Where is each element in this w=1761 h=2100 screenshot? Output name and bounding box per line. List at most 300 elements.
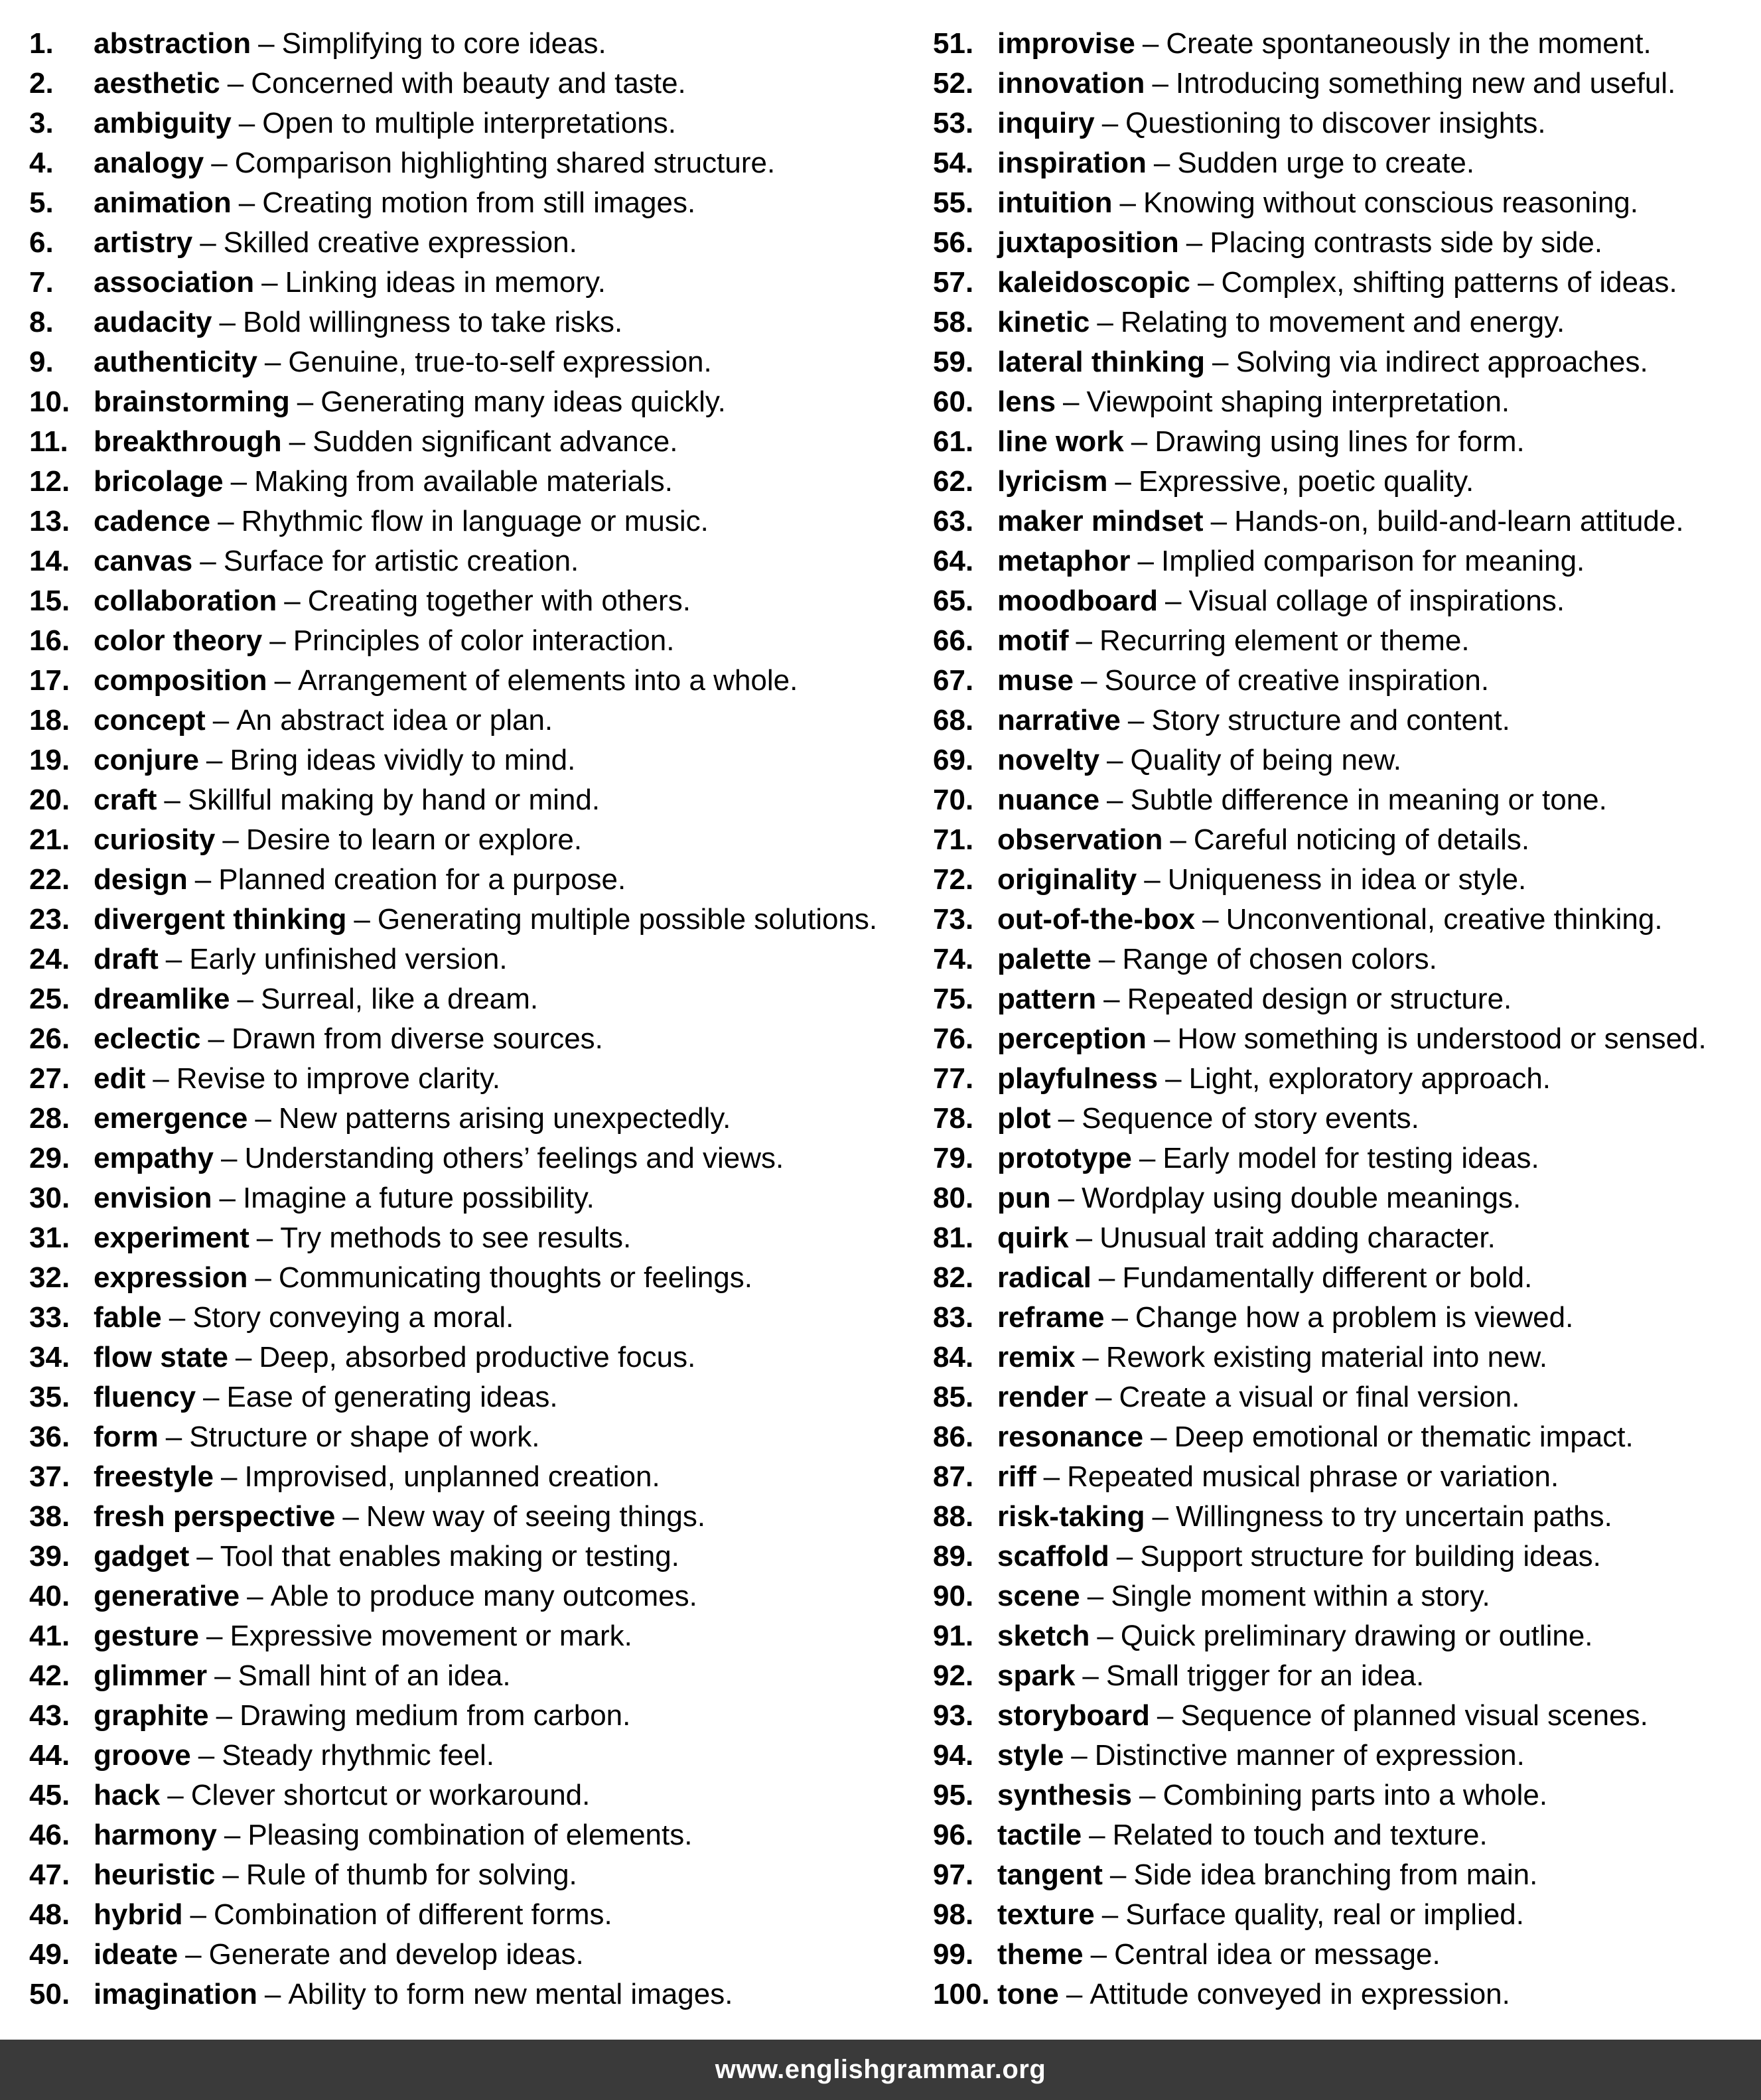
item-number: 85. — [933, 1381, 974, 1413]
item-definition: Complex, shifting patterns of ideas. — [1221, 266, 1677, 299]
list-item — [29, 1298, 892, 1338]
item-definition: Quality of being new. — [1130, 744, 1402, 776]
item-number: 75. — [933, 983, 974, 1015]
item-term: composition — [94, 664, 267, 697]
item-definition: Drawing medium from carbon. — [240, 1699, 631, 1732]
list-item — [933, 1497, 1756, 1537]
item-term: lens — [997, 385, 1056, 418]
item-definition: Ease of generating ideas. — [226, 1381, 558, 1413]
item-number: 53. — [933, 107, 974, 139]
item-term: inspiration — [997, 147, 1147, 179]
item-definition: Knowing without conscious reasoning. — [1143, 186, 1638, 219]
item-definition: Rework existing material into new. — [1105, 1341, 1548, 1373]
item-separator: – — [211, 147, 228, 179]
item-number: 60. — [933, 385, 974, 418]
item-number: 100. — [933, 1978, 990, 2010]
item-separator: – — [297, 385, 314, 418]
item-term: resonance — [997, 1421, 1144, 1453]
list-item — [29, 263, 892, 303]
item-term: theme — [997, 1938, 1084, 1971]
item-definition: Drawn from diverse sources. — [231, 1022, 603, 1055]
list-item — [933, 780, 1756, 820]
item-definition: Combining parts into a whole. — [1162, 1779, 1548, 1811]
item-separator: – — [227, 67, 244, 100]
item-definition: Fundamentally different or bold. — [1122, 1261, 1533, 1294]
list-item — [29, 462, 892, 502]
item-definition: Arrangement of elements into a whole. — [298, 664, 798, 697]
item-number: 27. — [29, 1062, 70, 1095]
list-item — [29, 64, 892, 104]
list-item — [933, 1178, 1756, 1218]
item-definition: Deep emotional or thematic impact. — [1174, 1421, 1634, 1453]
item-definition: An abstract idea or plan. — [236, 704, 553, 736]
list-item — [933, 661, 1756, 701]
item-number: 33. — [29, 1301, 70, 1334]
item-separator: – — [1095, 1381, 1112, 1413]
item-number: 62. — [933, 465, 974, 498]
list-item — [29, 780, 892, 820]
list-item — [29, 541, 892, 581]
list-item — [29, 1537, 892, 1576]
item-separator: – — [230, 465, 247, 498]
item-definition: Create spontaneously in the moment. — [1166, 27, 1652, 60]
item-definition: Structure or shape of work. — [189, 1421, 540, 1453]
item-definition: Recurring element or theme. — [1099, 624, 1470, 657]
item-term: breakthrough — [94, 425, 282, 458]
item-number: 58. — [933, 306, 974, 338]
item-number: 71. — [933, 823, 974, 856]
item-number: 95. — [933, 1779, 974, 1811]
item-term: curiosity — [94, 823, 216, 856]
item-definition: Related to touch and texture. — [1112, 1819, 1488, 1851]
item-number: 38. — [29, 1500, 70, 1533]
item-definition: Skilled creative expression. — [223, 226, 577, 259]
item-separator: – — [235, 1341, 252, 1373]
item-definition: Steady rhythmic feel. — [222, 1739, 495, 1772]
item-separator: – — [214, 1659, 231, 1692]
item-number: 34. — [29, 1341, 70, 1373]
list-item — [29, 1616, 892, 1656]
list-item — [933, 860, 1756, 900]
list-item — [933, 303, 1756, 342]
item-number: 35. — [29, 1381, 70, 1413]
list-item — [933, 581, 1756, 621]
item-definition: Planned creation for a purpose. — [218, 863, 626, 896]
item-number: 40. — [29, 1580, 70, 1612]
item-number: 7. — [29, 266, 54, 299]
item-separator: – — [1090, 1938, 1107, 1971]
item-definition: Wordplay using double meanings. — [1082, 1182, 1521, 1214]
item-separator: – — [194, 863, 212, 896]
list-item — [29, 979, 892, 1019]
item-separator: – — [1127, 704, 1145, 736]
item-definition: Central idea or message. — [1114, 1938, 1441, 1971]
item-definition: Bring ideas vividly to mind. — [230, 744, 576, 776]
item-number: 30. — [29, 1182, 70, 1214]
footer-banner — [0, 2040, 1761, 2100]
item-definition: Concerned with beauty and taste. — [251, 67, 686, 100]
item-term: style — [997, 1739, 1064, 1772]
item-number: 3. — [29, 107, 54, 139]
item-term: graphite — [94, 1699, 209, 1732]
list-item — [29, 1457, 892, 1497]
item-number: 74. — [933, 943, 974, 975]
item-term: juxtaposition — [997, 226, 1179, 259]
item-term: form — [94, 1421, 159, 1453]
item-number: 37. — [29, 1460, 70, 1493]
item-separator: – — [190, 1898, 206, 1931]
item-definition: Rhythmic flow in language or music. — [241, 505, 709, 537]
list-item — [933, 1537, 1756, 1576]
item-separator: – — [222, 1858, 239, 1891]
item-definition: Placing contrasts side by side. — [1210, 226, 1603, 259]
item-definition: Unconventional, creative thinking. — [1226, 903, 1663, 936]
item-definition: Generating many ideas quickly. — [320, 385, 726, 418]
list-item — [933, 223, 1756, 263]
item-number: 8. — [29, 306, 54, 338]
item-definition: Small trigger for an idea. — [1105, 1659, 1425, 1692]
item-definition: Early model for testing ideas. — [1162, 1142, 1539, 1174]
item-term: intuition — [997, 186, 1113, 219]
item-term: quirk — [997, 1222, 1069, 1254]
list-item — [933, 1975, 1756, 2014]
item-definition: Careful noticing of details. — [1193, 823, 1530, 856]
list-item — [29, 1099, 892, 1139]
list-item — [29, 1895, 892, 1935]
item-separator: – — [1087, 1580, 1104, 1612]
item-separator: – — [1111, 1301, 1128, 1334]
item-term: brainstorming — [94, 385, 290, 418]
item-term: authenticity — [94, 346, 257, 378]
list-item — [933, 1576, 1756, 1616]
item-number: 67. — [933, 664, 974, 697]
list-item — [29, 1059, 892, 1099]
item-definition: Expressive movement or mark. — [230, 1620, 632, 1652]
list-item — [933, 1377, 1756, 1417]
item-separator: – — [1082, 1341, 1099, 1373]
item-term: metaphor — [997, 545, 1131, 577]
item-number: 49. — [29, 1938, 70, 1971]
item-term: prototype — [997, 1142, 1132, 1174]
item-term: originality — [997, 863, 1137, 896]
item-number: 65. — [933, 585, 974, 617]
item-term: hybrid — [94, 1898, 183, 1931]
list-item — [29, 1497, 892, 1537]
item-number: 22. — [29, 863, 70, 896]
item-definition: Ability to form new mental images. — [288, 1978, 733, 2010]
list-item — [933, 979, 1756, 1019]
list-item — [29, 1019, 892, 1059]
item-term: groove — [94, 1739, 191, 1772]
item-term: edit — [94, 1062, 146, 1095]
item-number: 47. — [29, 1858, 70, 1891]
item-separator: – — [220, 1142, 238, 1174]
item-definition: New way of seeing things. — [366, 1500, 706, 1533]
left-column — [29, 24, 892, 2014]
item-definition: Imagine a future possibility. — [242, 1182, 595, 1214]
item-number: 23. — [29, 903, 70, 936]
item-number: 9. — [29, 346, 54, 378]
item-definition: Implied comparison for meaning. — [1161, 545, 1585, 577]
item-term: tone — [997, 1978, 1059, 2010]
item-number: 21. — [29, 823, 70, 856]
item-definition: Generate and develop ideas. — [208, 1938, 584, 1971]
item-number: 73. — [933, 903, 974, 936]
item-term: generative — [94, 1580, 240, 1612]
item-term: heuristic — [94, 1858, 216, 1891]
item-term: tactile — [997, 1819, 1082, 1851]
list-item — [29, 621, 892, 661]
item-separator: – — [212, 704, 230, 736]
item-number: 50. — [29, 1978, 70, 2010]
item-definition: Improvised, unplanned creation. — [244, 1460, 660, 1493]
item-definition: Desire to learn or explore. — [246, 823, 583, 856]
list-item — [29, 900, 892, 940]
item-number: 99. — [933, 1938, 974, 1971]
item-definition: Surface quality, real or implied. — [1125, 1898, 1524, 1931]
item-term: divergent thinking — [94, 903, 347, 936]
item-separator: – — [1066, 1978, 1083, 2010]
item-number: 16. — [29, 624, 70, 657]
list-item — [933, 1139, 1756, 1178]
item-definition: Creating together with others. — [307, 585, 691, 617]
item-number: 19. — [29, 744, 70, 776]
item-number: 13. — [29, 505, 70, 537]
item-number: 68. — [933, 704, 974, 736]
item-number: 56. — [933, 226, 974, 259]
list-item — [29, 1815, 892, 1855]
item-number: 89. — [933, 1540, 974, 1573]
item-term: expression — [94, 1261, 248, 1294]
item-number: 72. — [933, 863, 974, 896]
item-term: color theory — [94, 624, 263, 657]
item-definition: Pleasing combination of elements. — [247, 1819, 693, 1851]
item-separator: – — [264, 346, 281, 378]
item-separator: – — [1101, 107, 1119, 139]
item-definition: Combination of different forms. — [213, 1898, 612, 1931]
item-definition: Distinctive manner of expression. — [1094, 1739, 1525, 1772]
item-term: animation — [94, 186, 232, 219]
list-item — [933, 1776, 1756, 1815]
item-separator: – — [1071, 1739, 1088, 1772]
item-number: 5. — [29, 186, 54, 219]
item-definition: Story structure and content. — [1151, 704, 1510, 736]
item-term: playfulness — [997, 1062, 1159, 1095]
list-item — [933, 1417, 1756, 1457]
list-item — [29, 860, 892, 900]
list-item — [933, 422, 1756, 462]
item-term: narrative — [997, 704, 1121, 736]
item-separator: – — [1139, 1779, 1156, 1811]
item-separator: – — [1076, 1222, 1093, 1254]
item-number: 32. — [29, 1261, 70, 1294]
item-term: innovation — [997, 67, 1145, 100]
item-separator: – — [221, 1460, 238, 1493]
item-definition: Deep, absorbed productive focus. — [259, 1341, 696, 1373]
item-number: 4. — [29, 147, 54, 179]
item-definition: Introducing something new and useful. — [1175, 67, 1676, 100]
item-separator: – — [153, 1062, 169, 1095]
item-term: inquiry — [997, 107, 1095, 139]
list-item — [29, 940, 892, 979]
list-item — [29, 1417, 892, 1457]
item-number: 12. — [29, 465, 70, 498]
item-separator: – — [256, 1222, 273, 1254]
item-term: pattern — [997, 983, 1097, 1015]
item-term: concept — [94, 704, 206, 736]
item-definition: Rule of thumb for solving. — [246, 1858, 577, 1891]
item-number: 20. — [29, 784, 70, 816]
list-item — [29, 1855, 892, 1895]
item-definition: Principles of color interaction. — [293, 624, 675, 657]
item-definition: Sequence of story events. — [1082, 1102, 1419, 1135]
item-definition: Early unfinished version. — [189, 943, 508, 975]
list-item — [29, 382, 892, 422]
item-definition: Generating multiple possible solutions. — [377, 903, 878, 936]
list-item — [29, 1656, 892, 1696]
list-item — [29, 1576, 892, 1616]
item-definition: Willingness to try uncertain paths. — [1176, 1500, 1612, 1533]
item-number: 77. — [933, 1062, 974, 1095]
item-term: riff — [997, 1460, 1036, 1493]
item-number: 80. — [933, 1182, 974, 1214]
item-separator: – — [1210, 505, 1228, 537]
item-term: out-of-the-box — [997, 903, 1196, 936]
list-item — [933, 263, 1756, 303]
item-number: 84. — [933, 1341, 974, 1373]
item-separator: – — [200, 226, 216, 259]
item-definition: Skillful making by hand or mind. — [187, 784, 600, 816]
item-number: 11. — [29, 425, 68, 458]
list-item — [29, 1139, 892, 1178]
item-number: 39. — [29, 1540, 70, 1573]
item-term: observation — [997, 823, 1163, 856]
item-definition: Repeated musical phrase or variation. — [1067, 1460, 1559, 1493]
item-definition: Small hint of an idea. — [238, 1659, 511, 1692]
list-item — [29, 1975, 892, 2014]
item-term: remix — [997, 1341, 1076, 1373]
list-item — [933, 1457, 1756, 1497]
item-definition: Understanding others’ feelings and views. — [244, 1142, 784, 1174]
item-number: 66. — [933, 624, 974, 657]
item-definition: Clever shortcut or workaround. — [190, 1779, 591, 1811]
item-separator: – — [164, 784, 180, 816]
item-separator: – — [1107, 744, 1123, 776]
list-item — [29, 342, 892, 382]
item-separator: – — [1076, 624, 1093, 657]
item-term: nuance — [997, 784, 1100, 816]
item-separator: – — [342, 1500, 359, 1533]
item-number: 31. — [29, 1222, 70, 1254]
item-term: design — [94, 863, 188, 896]
item-number: 2. — [29, 67, 54, 100]
list-item — [29, 183, 892, 223]
item-definition: Expressive, poetic quality. — [1138, 465, 1474, 498]
list-item — [933, 541, 1756, 581]
list-item — [29, 104, 892, 143]
website-url[interactable]: www.englishgrammar.org — [715, 2055, 1046, 2084]
list-item — [933, 183, 1756, 223]
item-number: 64. — [933, 545, 974, 577]
item-number: 25. — [29, 983, 70, 1015]
item-term: experiment — [94, 1222, 249, 1254]
item-separator: – — [1152, 67, 1168, 100]
item-definition: Simplifying to core ideas. — [281, 27, 606, 60]
item-number: 52. — [933, 67, 974, 100]
item-separator: – — [1153, 147, 1170, 179]
item-term: canvas — [94, 545, 193, 577]
item-definition: Light, exploratory approach. — [1188, 1062, 1551, 1095]
item-term: reframe — [997, 1301, 1105, 1334]
item-separator: – — [289, 425, 306, 458]
item-definition: Linking ideas in memory. — [285, 266, 606, 299]
item-number: 82. — [933, 1261, 974, 1294]
item-separator: – — [1116, 1540, 1133, 1573]
item-term: spark — [997, 1659, 1076, 1692]
item-number: 26. — [29, 1022, 70, 1055]
item-separator: – — [169, 1301, 186, 1334]
item-number: 29. — [29, 1142, 70, 1174]
item-separator: – — [1151, 1421, 1167, 1453]
item-term: line work — [997, 425, 1124, 458]
list-item — [933, 502, 1756, 541]
list-item — [933, 342, 1756, 382]
list-item — [29, 1776, 892, 1815]
item-term: eclectic — [94, 1022, 201, 1055]
list-item — [29, 1258, 892, 1298]
item-number: 1. — [29, 27, 54, 60]
item-term: sketch — [997, 1620, 1090, 1652]
item-separator: – — [219, 1182, 236, 1214]
item-number: 36. — [29, 1421, 70, 1453]
list-item — [29, 502, 892, 541]
list-item — [933, 1059, 1756, 1099]
item-number: 76. — [933, 1022, 974, 1055]
item-separator: – — [208, 1022, 224, 1055]
item-definition: Comparison highlighting shared structure. — [234, 147, 776, 179]
item-separator: – — [216, 1699, 233, 1732]
item-separator: – — [1144, 863, 1161, 896]
list-item — [933, 1656, 1756, 1696]
item-definition: Source of creative inspiration. — [1104, 664, 1490, 697]
item-number: 41. — [29, 1620, 70, 1652]
item-separator: – — [1109, 1858, 1127, 1891]
item-number: 93. — [933, 1699, 974, 1732]
item-term: hack — [94, 1779, 161, 1811]
item-number: 15. — [29, 585, 70, 617]
item-term: moodboard — [997, 585, 1158, 617]
item-number: 45. — [29, 1779, 70, 1811]
item-number: 17. — [29, 664, 70, 697]
item-term: kaleidoscopic — [997, 266, 1191, 299]
item-term: perception — [997, 1022, 1147, 1055]
list-item — [933, 1338, 1756, 1377]
item-term: empathy — [94, 1142, 214, 1174]
item-number: 42. — [29, 1659, 70, 1692]
item-number: 81. — [933, 1222, 974, 1254]
item-separator: – — [198, 1739, 215, 1772]
item-definition: Bold willingness to take risks. — [243, 306, 623, 338]
item-definition: Surreal, like a dream. — [260, 983, 539, 1015]
item-term: kinetic — [997, 306, 1090, 338]
item-definition: Change how a problem is viewed. — [1135, 1301, 1574, 1334]
item-separator: – — [237, 983, 253, 1015]
item-separator: – — [1098, 943, 1115, 975]
item-term: scene — [997, 1580, 1080, 1612]
item-separator: – — [219, 306, 236, 338]
item-separator: – — [200, 545, 216, 577]
item-term: motif — [997, 624, 1069, 657]
